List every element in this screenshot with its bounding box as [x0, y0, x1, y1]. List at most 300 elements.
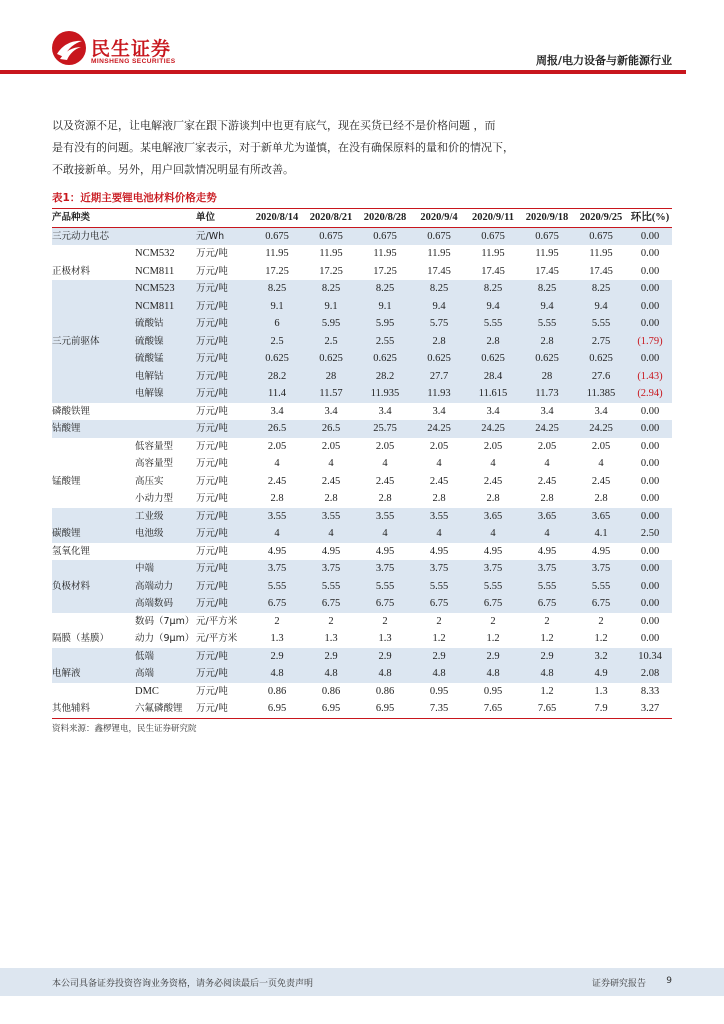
cell-price: 7.9 — [574, 700, 628, 718]
cell-unit: 万元/吨 — [196, 405, 228, 417]
cell-price: 2.9 — [520, 648, 574, 666]
page-header — [0, 0, 724, 76]
cell-price: 24.25 — [412, 420, 466, 438]
cell-price: 6.95 — [250, 700, 304, 718]
intro-line: 以及资源不足，让电解液厂家在跟下游谈判中也更有底气，现在买货已经不是价格问题 ，而 — [52, 119, 496, 132]
cell-category — [52, 245, 120, 263]
cell-price: 0.86 — [321, 685, 341, 697]
table-row — [52, 350, 672, 368]
cell-spec: 低容量型 — [135, 440, 174, 452]
cell-change-pct: 0.00 — [628, 578, 672, 596]
table-row — [52, 630, 672, 648]
cell-unit: 万元/吨 — [196, 368, 250, 386]
cell-spec: 电池级 — [120, 525, 196, 543]
table-row — [52, 490, 672, 508]
cell-price: 11.935 — [358, 385, 412, 403]
cell-unit: 万元/吨 — [196, 648, 250, 666]
cell-change-pct: 0.00 — [640, 265, 660, 277]
cell-unit: 万元/吨 — [196, 508, 250, 526]
cell-change-pct: 8.33 — [640, 685, 660, 697]
cell-spec: 高容量型 — [135, 458, 174, 469]
cell-spec: NCM811 — [135, 265, 175, 277]
cell-price: 3.55 — [358, 508, 412, 526]
cell-unit: 万元/吨 — [196, 333, 250, 351]
cell-change-pct: (1.43) — [628, 368, 672, 386]
cell-price: 9.1 — [304, 298, 358, 316]
cell-price: 2 — [436, 615, 442, 627]
cell-price: 17.25 — [373, 265, 397, 277]
cell-unit: 万元/吨 — [196, 665, 250, 683]
cell-unit: 万元/吨 — [196, 578, 250, 596]
cell-price: 8.25 — [412, 280, 466, 298]
cell-price: 4 — [490, 458, 496, 469]
cell-price: 2.55 — [358, 333, 412, 351]
cell-price: 0.95 — [429, 685, 449, 697]
cell-price: 2 — [598, 615, 604, 627]
cell-spec: NCM532 — [135, 248, 175, 259]
cell-price: 1.3 — [324, 633, 338, 644]
cell-price: 4.8 — [250, 665, 304, 683]
cell-price: 4 — [328, 458, 334, 469]
cell-price: 1.2 — [432, 633, 446, 644]
cell-price: 7.35 — [412, 700, 466, 718]
cell-price: 8.25 — [466, 280, 520, 298]
table-row — [52, 385, 672, 403]
cell-price: 0.625 — [358, 350, 412, 368]
cell-spec — [120, 403, 196, 421]
header-divider — [0, 70, 686, 74]
cell-price: 2.05 — [537, 440, 557, 452]
logo-text-cn: 民生证券 — [91, 38, 172, 60]
cell-price: 2.8 — [466, 333, 520, 351]
cell-price: 2.5 — [250, 333, 304, 351]
cell-category — [52, 280, 120, 298]
cell-price: 2.05 — [321, 440, 341, 452]
cell-price: 6.75 — [250, 595, 304, 613]
cell-price: 2.8 — [270, 493, 284, 504]
cell-price: 3.75 — [412, 560, 466, 578]
header-date: 2020/8/21 — [304, 209, 358, 228]
cell-price: 5.95 — [304, 315, 358, 333]
cell-spec: 高端数码 — [120, 595, 196, 613]
cell-price: 11.4 — [250, 385, 304, 403]
cell-category — [52, 350, 120, 368]
cell-price: 24.25 — [574, 420, 628, 438]
cell-unit: 万元/吨 — [196, 315, 250, 333]
cell-category: 碳酸锂 — [52, 525, 120, 543]
cell-price: 3.4 — [486, 405, 500, 417]
cell-change-pct: 0.00 — [640, 615, 660, 627]
cell-price: 4 — [358, 525, 412, 543]
cell-category — [52, 385, 120, 403]
cell-spec: NCM523 — [120, 280, 196, 298]
cell-price: 1.3 — [594, 685, 608, 697]
header-date: 2020/9/18 — [520, 209, 574, 228]
cell-price: 3.55 — [250, 508, 304, 526]
cell-category: 磷酸铁锂 — [52, 405, 91, 417]
cell-spec: 电解钴 — [120, 368, 196, 386]
cell-price: 11.95 — [265, 248, 289, 259]
cell-price: 3.4 — [594, 405, 608, 417]
table-row — [52, 263, 672, 281]
cell-price: 1.2 — [540, 633, 554, 644]
footer-doc-type: 证券研究报告 — [591, 979, 646, 989]
intro-paragraph — [52, 115, 572, 181]
table-row — [52, 543, 672, 561]
cell-price: 0.625 — [304, 350, 358, 368]
cell-price: 4.1 — [574, 525, 628, 543]
cell-price: 2.8 — [594, 493, 608, 504]
cell-price: 6.95 — [304, 700, 358, 718]
header-spec — [120, 209, 196, 228]
page-number: 9 — [666, 976, 672, 986]
cell-price: 4 — [304, 525, 358, 543]
cell-price: 3.2 — [574, 648, 628, 666]
cell-price: 0.625 — [466, 350, 520, 368]
table-row — [52, 648, 672, 666]
cell-price: 11.95 — [589, 248, 613, 259]
table-row — [52, 525, 672, 543]
logo-text-en: MINSHENG SECURITIES — [91, 58, 176, 65]
cell-category — [52, 368, 120, 386]
cell-price: 2.05 — [483, 440, 503, 452]
cell-price: 4 — [436, 458, 442, 469]
table-row — [52, 613, 672, 631]
cell-category: 钴酸锂 — [52, 420, 120, 438]
cell-spec: 动力（9μm） — [135, 633, 195, 644]
cell-price: 5.75 — [412, 315, 466, 333]
header-date: 2020/9/25 — [574, 209, 628, 228]
cell-category: 负极材料 — [52, 578, 120, 596]
cell-category — [52, 315, 120, 333]
cell-spec: 小动力型 — [135, 493, 174, 504]
cell-price: 5.55 — [358, 578, 412, 596]
cell-unit: 万元/吨 — [196, 545, 228, 557]
cell-price: 4 — [466, 525, 520, 543]
cell-price: 4.9 — [574, 665, 628, 683]
cell-unit: 万元/吨 — [196, 493, 228, 504]
cell-price: 6.75 — [412, 595, 466, 613]
cell-price: 2.8 — [324, 493, 338, 504]
cell-price: 3.55 — [304, 508, 358, 526]
cell-price: 5.55 — [520, 315, 574, 333]
cell-price: 0.86 — [267, 685, 287, 697]
cell-price: 11.95 — [427, 248, 451, 259]
cell-price: 11.95 — [319, 248, 343, 259]
battery-material-price-table — [52, 208, 672, 719]
cell-change-pct: 0.00 — [640, 405, 660, 417]
cell-price: 7.65 — [466, 700, 520, 718]
cell-price: 1.3 — [270, 633, 284, 644]
cell-price: 5.55 — [574, 315, 628, 333]
header-date: 2020/8/28 — [358, 209, 412, 228]
cell-price: 11.73 — [520, 385, 574, 403]
header-change-pct: 环比(%) — [628, 209, 672, 228]
cell-change-pct: 0.00 — [640, 440, 660, 452]
cell-price: 2 — [328, 615, 334, 627]
cell-category: 三元动力电芯 — [52, 227, 120, 245]
cell-price: 3.75 — [358, 560, 412, 578]
cell-price: 4.8 — [412, 665, 466, 683]
report-category-title: 周报/电力设备与新能源行业 — [535, 54, 672, 67]
cell-change-pct: 0.00 — [628, 280, 672, 298]
cell-category: 其他辅料 — [52, 700, 120, 718]
cell-price: 0.675 — [574, 227, 628, 245]
cell-spec: DMC — [135, 685, 159, 697]
cell-price: 8.25 — [304, 280, 358, 298]
cell-unit: 万元/吨 — [196, 298, 250, 316]
cell-category: 三元前驱体 — [52, 333, 120, 351]
table-row — [52, 315, 672, 333]
cell-unit: 万元/吨 — [196, 280, 250, 298]
cell-price: 0.625 — [520, 350, 574, 368]
cell-price: 17.45 — [481, 265, 505, 277]
cell-category: 氢氧化锂 — [52, 545, 91, 557]
cell-price: 8.25 — [574, 280, 628, 298]
cell-price: 2.9 — [358, 648, 412, 666]
cell-price: 2.05 — [591, 440, 611, 452]
cell-category — [52, 508, 120, 526]
cell-category — [52, 613, 120, 631]
page-footer — [0, 968, 724, 996]
cell-price: 2.45 — [321, 475, 341, 487]
cell-price: 17.45 — [427, 265, 451, 277]
cell-price: 6.75 — [520, 595, 574, 613]
cell-price: 5.55 — [574, 578, 628, 596]
cell-change-pct: 2.50 — [628, 525, 672, 543]
cell-price: 8.25 — [358, 280, 412, 298]
table-row — [52, 508, 672, 526]
cell-price: 1.3 — [378, 633, 392, 644]
cell-change-pct: 0.00 — [628, 508, 672, 526]
cell-category: 锰酸锂 — [52, 475, 81, 487]
cell-spec: 工业级 — [120, 508, 196, 526]
cell-price: 4 — [412, 525, 466, 543]
cell-price: 0.95 — [483, 685, 503, 697]
cell-category — [52, 560, 120, 578]
cell-price: 0.675 — [304, 227, 358, 245]
cell-price: 2.9 — [466, 648, 520, 666]
cell-unit: 万元/吨 — [196, 350, 250, 368]
cell-price: 1.2 — [540, 685, 554, 697]
cell-price: 2.8 — [520, 333, 574, 351]
cell-price: 17.45 — [589, 265, 613, 277]
cell-price: 3.4 — [324, 405, 338, 417]
cell-category: 正极材料 — [52, 265, 91, 277]
cell-change-pct: 0.00 — [640, 545, 660, 557]
cell-price: 2.8 — [412, 333, 466, 351]
cell-price: 9.4 — [520, 298, 574, 316]
cell-price: 0.675 — [358, 227, 412, 245]
cell-price: 3.4 — [270, 405, 284, 417]
cell-price: 9.4 — [412, 298, 466, 316]
cell-price: 11.95 — [481, 248, 505, 259]
cell-price: 2.9 — [304, 648, 358, 666]
cell-price: 5.55 — [520, 578, 574, 596]
cell-change-pct: (1.79) — [628, 333, 672, 351]
cell-price: 2.45 — [267, 475, 287, 487]
cell-change-pct: 10.34 — [628, 648, 672, 666]
cell-unit: 元/Wh — [196, 227, 250, 245]
cell-unit: 万元/吨 — [196, 685, 228, 697]
cell-price: 4.95 — [321, 545, 341, 557]
cell-unit: 万元/吨 — [196, 475, 228, 487]
cell-price: 5.55 — [304, 578, 358, 596]
cell-price: 2 — [490, 615, 496, 627]
cell-spec: 数码（7μm） — [135, 615, 195, 627]
cell-price: 4 — [250, 525, 304, 543]
cell-change-pct: 2.08 — [628, 665, 672, 683]
cell-change-pct: 0.00 — [640, 475, 660, 487]
cell-price: 1.2 — [594, 633, 608, 644]
cell-price: 2.45 — [537, 475, 557, 487]
cell-price: 4.95 — [375, 545, 395, 557]
cell-price: 2.75 — [574, 333, 628, 351]
cell-spec: NCM811 — [120, 298, 196, 316]
cell-price: 11.95 — [373, 248, 397, 259]
cell-price: 5.55 — [466, 578, 520, 596]
cell-change-pct: 0.00 — [628, 350, 672, 368]
cell-change-pct: 0.00 — [628, 298, 672, 316]
cell-price: 4.95 — [267, 545, 287, 557]
cell-change-pct: 0.00 — [640, 633, 660, 644]
cell-price: 11.57 — [304, 385, 358, 403]
cell-unit: 万元/吨 — [196, 385, 250, 403]
cell-price: 2.8 — [540, 493, 554, 504]
cell-category — [52, 648, 120, 666]
cell-price: 4 — [520, 525, 574, 543]
cell-change-pct: 0.00 — [628, 420, 672, 438]
table-row — [52, 403, 672, 421]
cell-price: 25.75 — [358, 420, 412, 438]
cell-category: 电解液 — [52, 665, 120, 683]
cell-unit: 万元/吨 — [196, 595, 250, 613]
cell-spec: 低端 — [120, 648, 196, 666]
cell-price: 6 — [250, 315, 304, 333]
cell-price: 4.95 — [537, 545, 557, 557]
cell-unit: 万元/吨 — [196, 420, 250, 438]
cell-price: 3.75 — [250, 560, 304, 578]
cell-category — [52, 683, 120, 701]
header-date: 2020/9/11 — [466, 209, 520, 228]
cell-category — [52, 298, 120, 316]
cell-category — [52, 490, 120, 508]
cell-change-pct: 0.00 — [640, 248, 660, 259]
cell-change-pct: 0.00 — [640, 493, 660, 504]
cell-price: 17.25 — [265, 265, 289, 277]
table-row — [52, 280, 672, 298]
cell-unit: 元/平方米 — [196, 633, 238, 644]
cell-change-pct: 3.27 — [628, 700, 672, 718]
cell-category — [52, 438, 120, 456]
cell-unit: 万元/吨 — [196, 700, 250, 718]
cell-unit: 万元/吨 — [196, 440, 228, 452]
cell-price: 3.4 — [540, 405, 554, 417]
cell-spec: 高端 — [120, 665, 196, 683]
cell-price: 6.95 — [358, 700, 412, 718]
cell-price: 2.05 — [267, 440, 287, 452]
cell-price: 4 — [382, 458, 388, 469]
cell-unit: 万元/吨 — [196, 265, 228, 277]
header-date: 2020/9/4 — [412, 209, 466, 228]
cell-change-pct: 0.00 — [628, 315, 672, 333]
cell-price: 26.5 — [250, 420, 304, 438]
cell-price: 2.5 — [304, 333, 358, 351]
cell-price: 3.75 — [304, 560, 358, 578]
cell-category — [52, 595, 120, 613]
cell-spec: 中端 — [120, 560, 196, 578]
cell-price: 4 — [274, 458, 280, 469]
cell-price: 2.9 — [250, 648, 304, 666]
cell-price: 17.25 — [319, 265, 343, 277]
cell-price: 9.1 — [250, 298, 304, 316]
cell-price: 27.7 — [412, 368, 466, 386]
table-row — [52, 665, 672, 683]
cell-price: 0.625 — [250, 350, 304, 368]
cell-category — [52, 455, 120, 473]
cell-spec: 电解镍 — [120, 385, 196, 403]
cell-price: 24.25 — [466, 420, 520, 438]
cell-change-pct: 0.00 — [628, 227, 672, 245]
cell-unit: 万元/吨 — [196, 525, 250, 543]
cell-price: 6.75 — [358, 595, 412, 613]
cell-price: 28.4 — [466, 368, 520, 386]
cell-price: 4 — [544, 458, 550, 469]
footer-disclaimer: 本公司具备证券投资咨询业务资格，请务必阅读最后一页免责声明 — [52, 979, 314, 989]
cell-spec — [120, 543, 196, 561]
cell-price: 2.45 — [429, 475, 449, 487]
cell-price: 2.8 — [486, 493, 500, 504]
cell-price: 4.95 — [429, 545, 449, 557]
header-product-type: 产品种类 — [52, 209, 120, 228]
cell-price: 3.65 — [574, 508, 628, 526]
header-date: 2020/8/14 — [250, 209, 304, 228]
cell-price: 4 — [598, 458, 604, 469]
cell-price: 0.675 — [520, 227, 574, 245]
cell-price: 3.65 — [466, 508, 520, 526]
cell-price: 5.55 — [250, 578, 304, 596]
cell-price: 26.5 — [304, 420, 358, 438]
cell-price: 6.75 — [574, 595, 628, 613]
cell-spec: 硫酸镍 — [120, 333, 196, 351]
cell-price: 17.45 — [535, 265, 559, 277]
cell-price: 8.25 — [250, 280, 304, 298]
cell-spec: 六氟磷酸锂 — [120, 700, 196, 718]
cell-price: 3.4 — [432, 405, 446, 417]
cell-price: 27.6 — [574, 368, 628, 386]
cell-spec: 高端动力 — [120, 578, 196, 596]
cell-change-pct: 0.00 — [628, 560, 672, 578]
cell-price: 2.45 — [375, 475, 395, 487]
cell-price: 3.65 — [520, 508, 574, 526]
cell-price: 3.75 — [520, 560, 574, 578]
cell-change-pct: (2.94) — [628, 385, 672, 403]
cell-price: 0.675 — [250, 227, 304, 245]
cell-price: 4.8 — [304, 665, 358, 683]
cell-price: 11.615 — [466, 385, 520, 403]
cell-price: 8.25 — [520, 280, 574, 298]
table-row — [52, 578, 672, 596]
cell-price: 4.8 — [466, 665, 520, 683]
cell-price: 28.2 — [250, 368, 304, 386]
cell-price: 11.93 — [412, 385, 466, 403]
table-row — [52, 245, 672, 263]
cell-price: 0.625 — [574, 350, 628, 368]
cell-price: 3.4 — [378, 405, 392, 417]
cell-price: 11.95 — [535, 248, 559, 259]
cell-price: 2 — [382, 615, 388, 627]
cell-category: 隔膜（基膜） — [52, 633, 110, 644]
